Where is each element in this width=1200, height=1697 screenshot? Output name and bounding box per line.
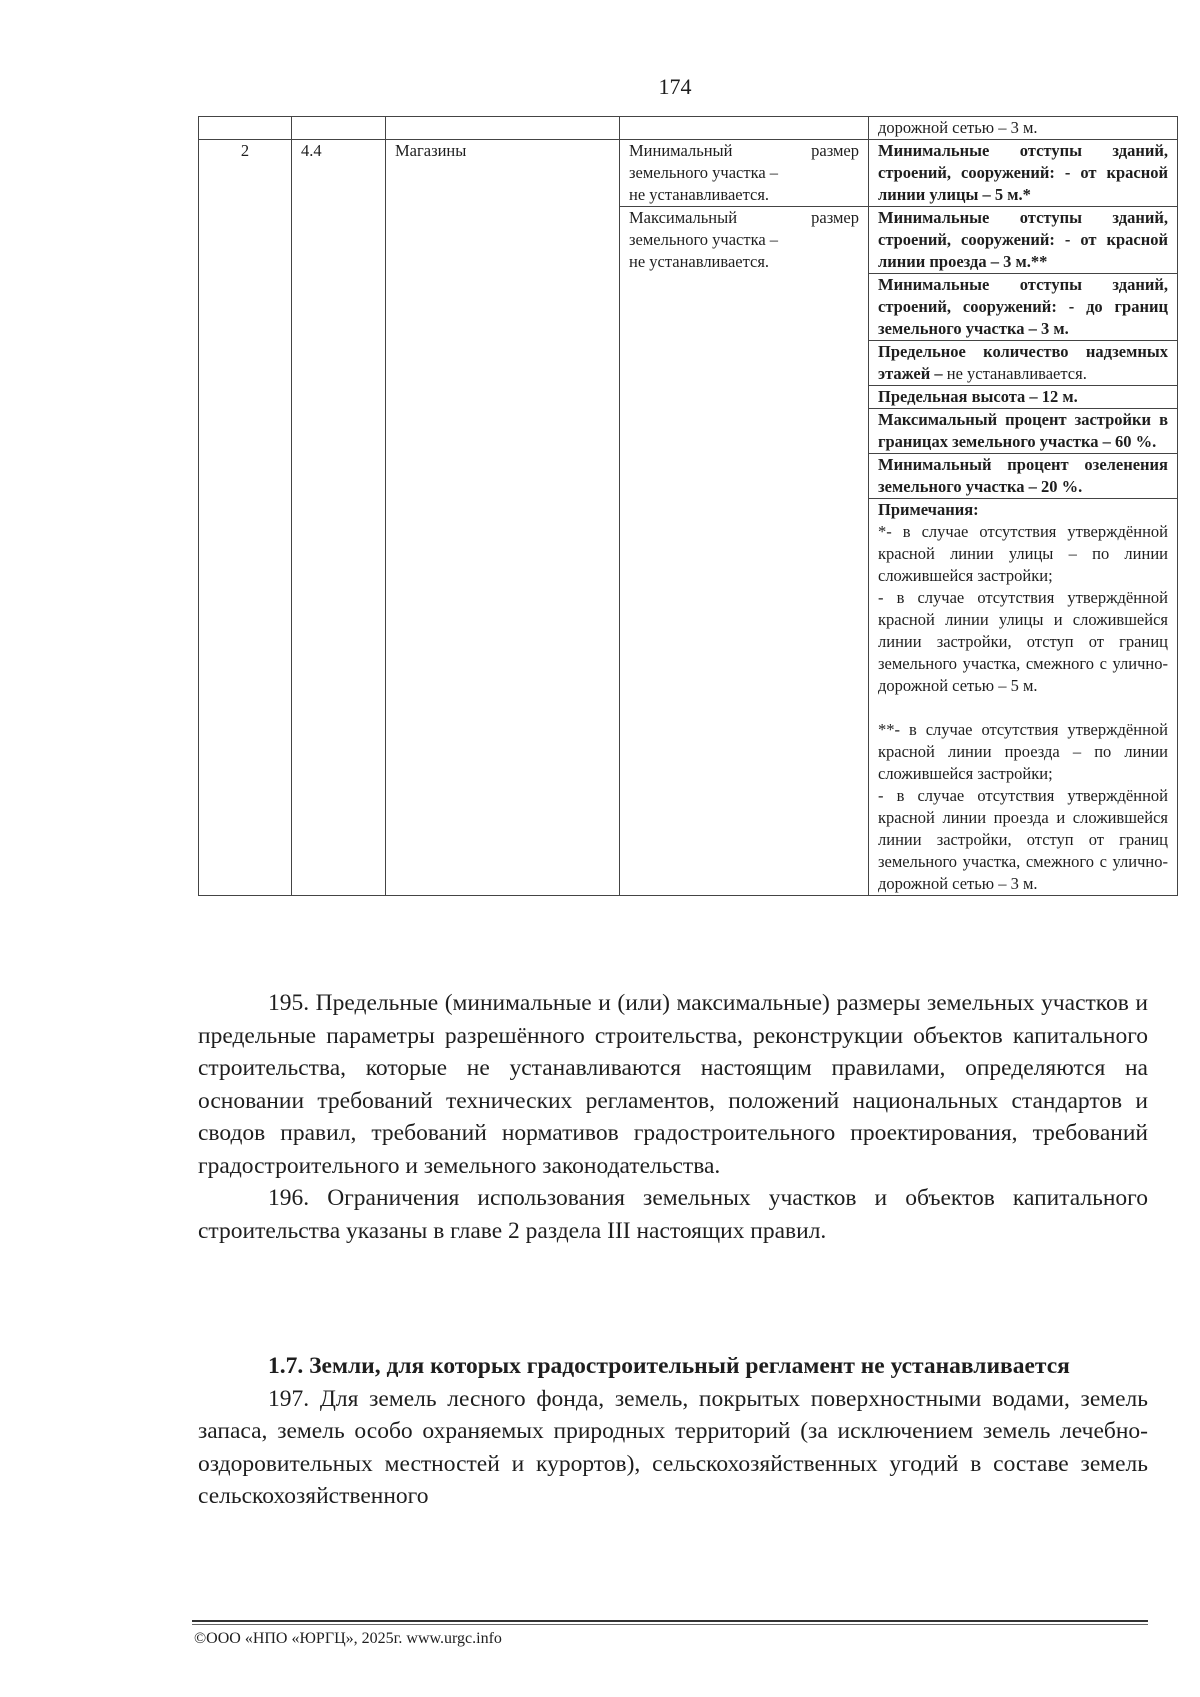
row-number: 2: [199, 140, 292, 896]
param-cell: Минимальный процент озеленения земельного участка – 20 %.: [869, 454, 1178, 499]
page-number: 174: [658, 74, 692, 99]
max-size-label: Максимальный размер земельного участка –: [629, 208, 859, 249]
paragraph-196: 196. Ограничения использования земельных участков и объектов капитального строительства указаны в главе 2 раздела III настоящих правил.: [198, 1185, 1148, 1244]
paragraph-195: 195. Предельные (минимальные и (или) максимальные) размеры земельных участков и предельные параметры разрешённого строительства, реконструкции объектов капитального строительства, которые не устанавливаются настоящим правилами, определяются на основании требований технических регламентов, положений национальных стандартов и сводов правил, требований нормативов градостроительного проектирования, требований градостроительного и земельного законодательства.: [198, 990, 1148, 1179]
table-row: [199, 140, 1178, 207]
notes-cell: [869, 499, 1178, 896]
footer-rule: [192, 1624, 1148, 1625]
notes-title: Примечания:: [878, 500, 979, 519]
body-text: [198, 987, 1148, 1247]
param-cell: Минимальные отступы зданий, строений, сооружений: - от красной линии проезда – 3 м.**: [869, 207, 1178, 274]
param-cell: Минимальные отступы зданий, строений, сооружений: - до границ земельного участка – 3 м.: [869, 274, 1178, 341]
note-item: - в случае отсутствия утверждённой красной линии улицы и сложившейся линии застройки, отступ от границ земельного участка, смежного с улично-дорожной сетью – 5 м.: [878, 588, 1168, 695]
min-size-cell: [620, 140, 869, 207]
continuation-cell: дорожной сетью – 3 м.: [869, 117, 1178, 140]
param-cell: Минимальные отступы зданий, строений, сооружений: - от красной линии улицы – 5 м.*: [869, 140, 1178, 207]
section-heading: 1.7. Земли, для которых градостроительный регламент не устанавливается: [268, 1353, 1070, 1379]
row-code: 4.4: [292, 140, 386, 896]
min-size-value: не устанавливается.: [629, 185, 770, 204]
note-item: - в случае отсутствия утверждённой красной линии проезда и сложившейся линии застройки, отступ от границ земельного участка, смежного с улично-дорожной сетью – 3 м.: [878, 786, 1168, 893]
max-size-cell: [620, 207, 869, 896]
section-block: [198, 1350, 1148, 1513]
max-size-value: не устанавливается.: [629, 252, 770, 271]
row-use-name: Магазины: [386, 140, 620, 896]
param-cell: Предельное количество надземных этажей – не устанавливается.: [869, 341, 1178, 386]
min-size-label: Минимальный размер земельного участка –: [629, 141, 859, 182]
param-cell: Предельная высота – 12 м.: [869, 386, 1178, 409]
footer-copyright: ©ООО «НПО «ЮРГЦ», 2025г. www.urgc.info: [194, 1630, 502, 1647]
param-cell: Максимальный процент застройки в границах земельного участка – 60 %.: [869, 409, 1178, 454]
note-item: *- в случае отсутствия утверждённой красной линии улицы – по линии сложившейся застройки;: [878, 522, 1168, 585]
regulation-table: [198, 116, 1178, 896]
note-item: **- в случае отсутствия утверждённой красной линии проезда – по линии сложившейся застройки;: [878, 720, 1168, 783]
footer-rule: [192, 1620, 1148, 1622]
paragraph-197: 197. Для земель лесного фонда, земель, покрытых поверхностными водами, земель запаса, земель особо охраняемых природных территорий (за исключением земель лечебно-оздоровительных местностей и курортов), сельскохозяйственных угодий в составе земель сельскохозяйственного: [198, 1385, 1148, 1509]
table-row-continuation: [199, 117, 1178, 140]
